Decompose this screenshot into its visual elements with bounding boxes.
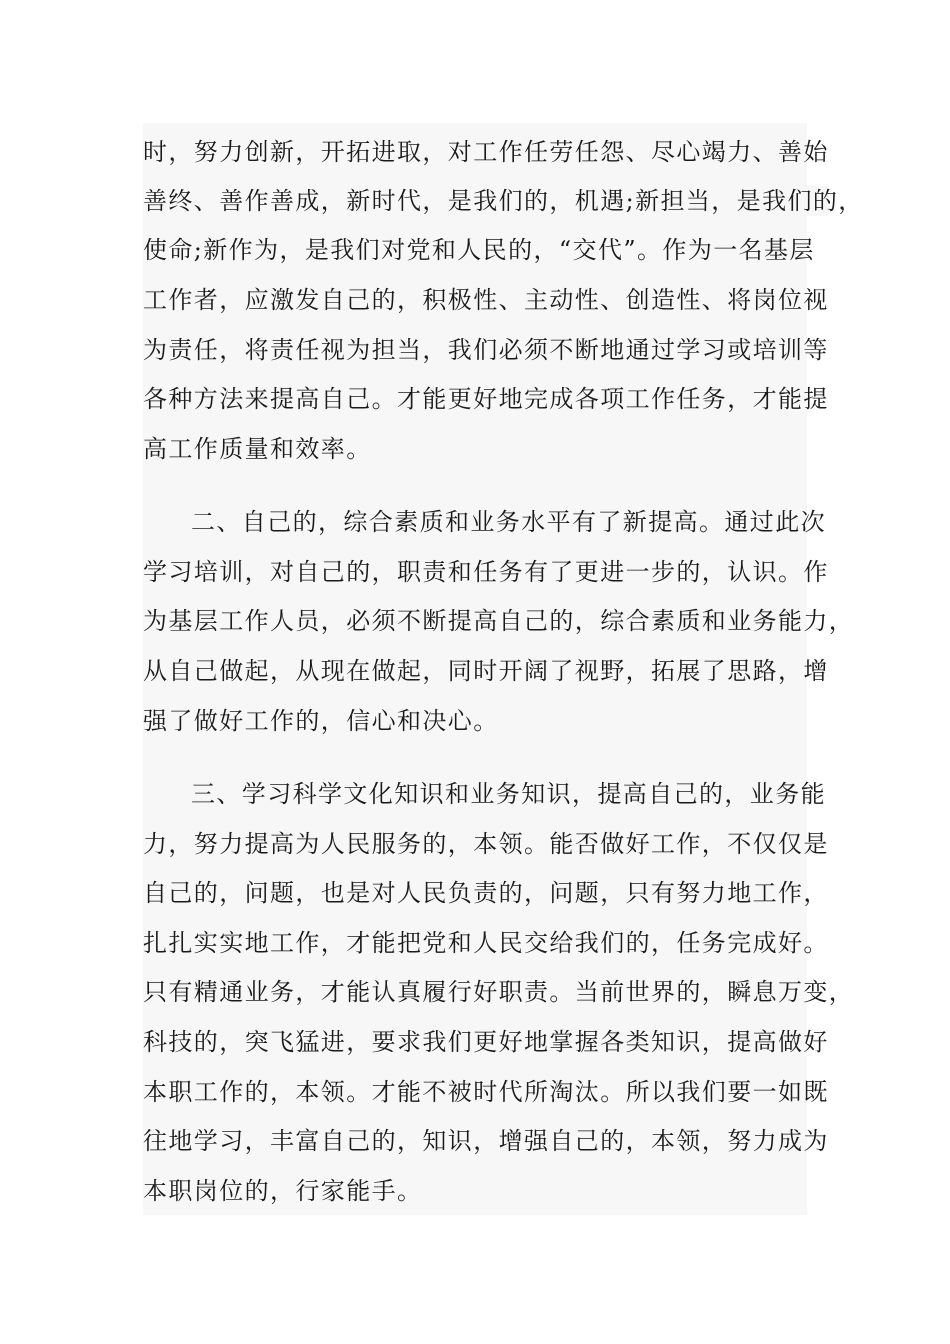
paragraph-3-line-2: 力，努力提高为人民服务的，本领。能否做好工作，不仅仅是 [143,830,829,858]
paragraph-1-line-6: 各种方法来提高自己。才能更好地完成各项工作任务，才能提 [143,385,829,413]
paragraph-1-line-2: 善终、善作善成，新时代，是我们的，机遇;新担当，是我们的， [143,187,864,215]
paragraph-3-line-9: 本职岗位的，行家能手。 [143,1177,423,1205]
paragraph-3-line-5: 只有精通业务，才能认真履行好职责。当前世界的，瞬息万变， [143,978,855,1006]
paragraph-1-line-7: 高工作质量和效率。 [143,435,372,463]
paragraph-1-line-4: 工作者，应激发自己的，积极性、主动性、创造性、将岗位视 [143,286,829,314]
paragraph-1-line-1: 时，努力创新，开拓进取，对工作任劳任怨、尽心竭力、善始 [143,138,829,166]
paragraph-3-line-4: 扎扎实实地工作，才能把党和人民交给我们的，任务完成好。 [143,929,829,957]
paragraph-3-line-8: 往地学习，丰富自己的，知识，增强自己的，本领，努力成为 [143,1127,829,1155]
paragraph-3-line-3: 自己的，问题，也是对人民负责的，问题，只有努力地工作， [143,879,829,907]
document-page [143,123,864,1215]
paragraph-2-line-3: 为基层工作人员，必须不断提高自己的，综合素质和业务能力， [143,607,855,635]
paragraph-2-line-2: 学习培训，对自己的，职责和任务有了更进一步的，认识。作 [143,558,829,586]
paragraph-3-line-6: 科技的，突飞猛进，要求我们更好地掌握各类知识，提高做好 [143,1028,829,1056]
paragraph-3-line-7: 本职工作的，本领。才能不被时代所淘汰。所以我们要一如既 [143,1078,829,1106]
paragraph-3-line-1: 三、学习科学文化知识和业务知识，提高自己的，业务能 [191,780,826,808]
paragraph-1-line-3: 使命;新作为，是我们对党和人民的，“交代”。作为一名基层 [143,236,815,264]
paragraph-2-line-4: 从自己做起，从现在做起，同时开阔了视野，拓展了思路，增 [143,657,829,685]
paragraph-2-line-5: 强了做好工作的，信心和决心。 [143,707,499,735]
paragraph-1-line-5: 为责任，将责任视为担当，我们必须不断地通过学习或培训等 [143,336,829,364]
paragraph-2-line-1: 二、自己的，综合素质和业务水平有了新提高。通过此次 [191,508,826,536]
